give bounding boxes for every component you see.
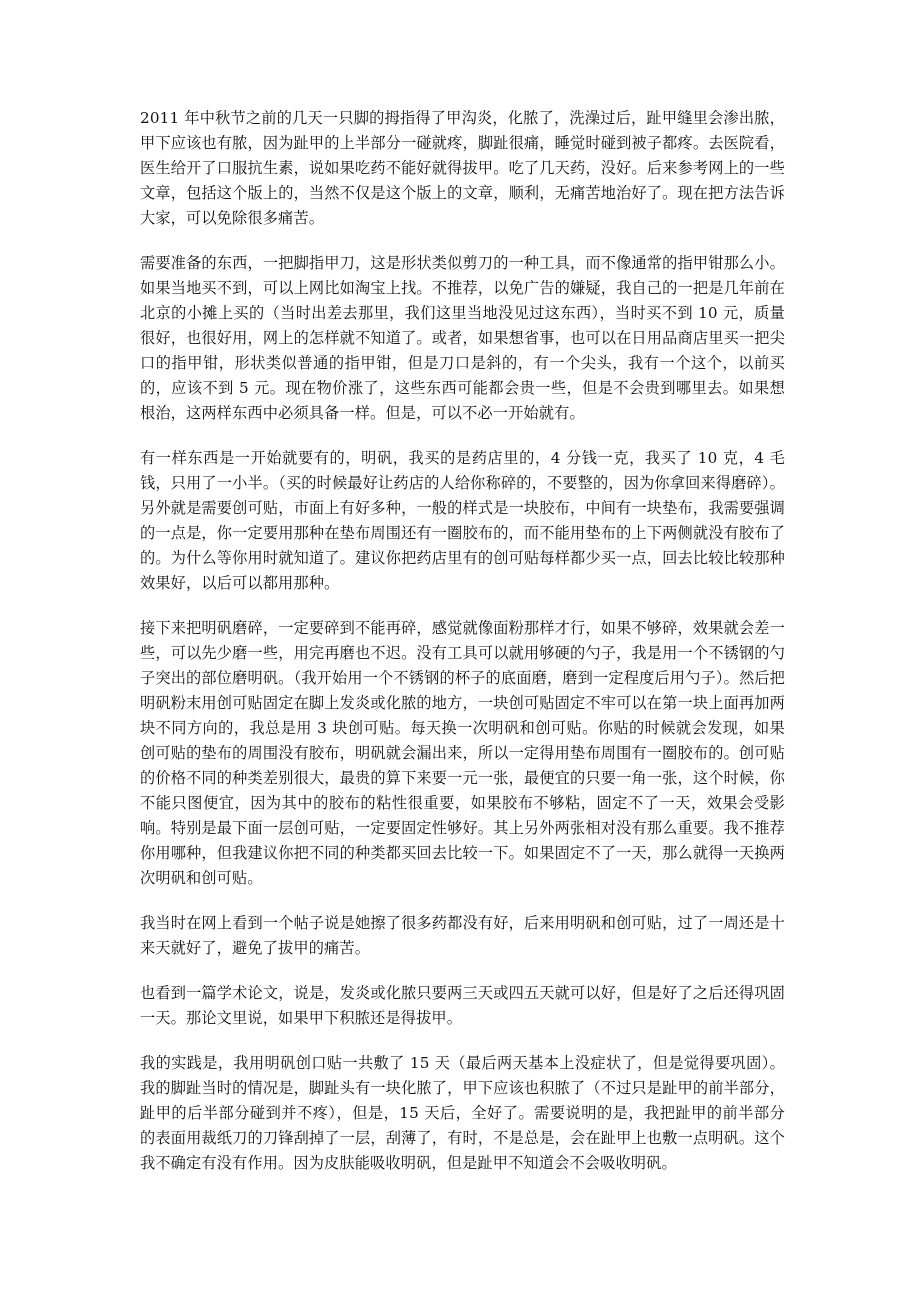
paragraph-materials: 有一样东西是一开始就要有的，明矾，我买的是药店里的，4 分钱一克，我买了 10 克，4 毛钱，只用了一小半。（买的时候最好让药店的人给你称碎的，不要整的，因为你拿回来得磨碎）。另外就是需要创可贴，市面上有好多种，一般的样式是一块胶布，中间有一块垫布，我需要强调的一点是，你一定要用那种在垫布周围还有一圈胶布的，而不能用垫布的上下两侧就没有胶布了的。为什么等你用时就知道了。建议你把药店里有的创可贴每样都少买一点，回去比较比较那种效果好，以后可以都用那种。 bbox=[140, 449, 785, 592]
document-page bbox=[140, 106, 785, 1176]
paragraph-intro: 2011 年中秋节之前的几天一只脚的拇指得了甲沟炎，化脓了，洗澡过后，趾甲缝里会渗出脓，甲下应该也有脓，因为趾甲的上半部分一碰就疼，脚趾很痛，睡觉时碰到被子都疼。去医院看，医生给开了口服抗生素，说如果吃药不能好就得拔甲。吃了几天药，没好。后来参考网上的一些文章，包括这个版上的，当然不仅是这个版上的文章，顺利，无痛苦地治好了。现在把方法告诉大家，可以免除很多痛苦。 bbox=[140, 109, 785, 227]
paragraph-forum-post: 我当时在网上看到一个帖子说是她擦了很多药都没有好，后来用明矾和创可贴，过了一周还是十来天就好了，避免了拔甲的痛苦。 bbox=[140, 914, 785, 957]
paragraph-method: 接下来把明矾磨碎，一定要碎到不能再碎，感觉就像面粉那样才行，如果不够碎，效果就会差一些，可以先少磨一些，用完再磨也不迟。没有工具可以就用够硬的勺子，我是用一个不锈钢的勺子突出的部位磨明矾。（我开始用一个不锈钢的杯子的底面磨，磨到一定程度后用勺子）。然后把明矾粉末用创可贴固定在脚上发炎或化脓的地方，一块创可贴固定不牢可以在第一块上面再加两块不同方向的，我总是用 3 块创可贴。每天换一次明矾和创可贴。你贴的时候就会发现，如果创可贴的垫布的周围没有胶布，明矾就会漏出来，所以一定得用垫布周围有一圈胶布的。创可贴的价格不同的种类差别很大，最贵的算下来要一元一张，最便宜的只要一角一张，这个时候，你不能只图便宜，因为其中的胶布的粘性很重要，如果胶布不够粘，固定不了一天，效果会受影响。特别是最下面一层创可贴，一定要固定性够好。其上另外两张相对没有那么重要。我不推荐你用哪种，但我建议你把不同的种类都买回去比较一下。如果固定不了一天，那么就得一天换两次明矾和创可贴。 bbox=[140, 619, 785, 887]
paragraph-practice: 我的实践是，我用明矾创口贴一共敷了 15 天（最后两天基本上没症状了，但是觉得要巩固）。我的脚趾当时的情况是，脚趾头有一块化脓了，甲下应该也积脓了（不过只是趾甲的前半部分，趾甲的后半部分碰到并不疼），但是，15 天后，全好了。需要说明的是，我把趾甲的前半部分的表面用裁纸刀的刀锋刮掉了一层，刮薄了，有时，不是总是，会在趾甲上也敷一点明矾。这个我不确定有没有作用。因为皮肤能吸收明矾，但是趾甲不知道会不会吸收明矾。 bbox=[140, 1054, 785, 1172]
paragraph-paper: 也看到一篇学术论文，说是，发炎或化脓只要两三天或四五天就可以好，但是好了之后还得巩固一天。那论文里说，如果甲下积脓还是得拔甲。 bbox=[140, 984, 785, 1027]
paragraph-tools: 需要准备的东西，一把脚指甲刀，这是形状类似剪刀的一种工具，而不像通常的指甲钳那么小。如果当地买不到，可以上网比如淘宝上找。不推荐，以免广告的嫌疑，我自己的一把是几年前在北京的小摊上买的（当时出差去那里，我们这里当地没见过这东西），当时买不到 10 元，质量很好，也很好用，网上的怎样就不知道了。或者，如果想省事，也可以在日用品商店里买一把尖口的指甲钳，形状类似普通的指甲钳，但是刀口是斜的，有一个尖头，我有一个这个，以前买的，应该不到 5 元。现在物价涨了，这些东西可能都会贵一些，但是不会贵到哪里去。如果想根治，这两样东西中必须具备一样。但是，可以不必一开始就有。 bbox=[140, 254, 785, 422]
